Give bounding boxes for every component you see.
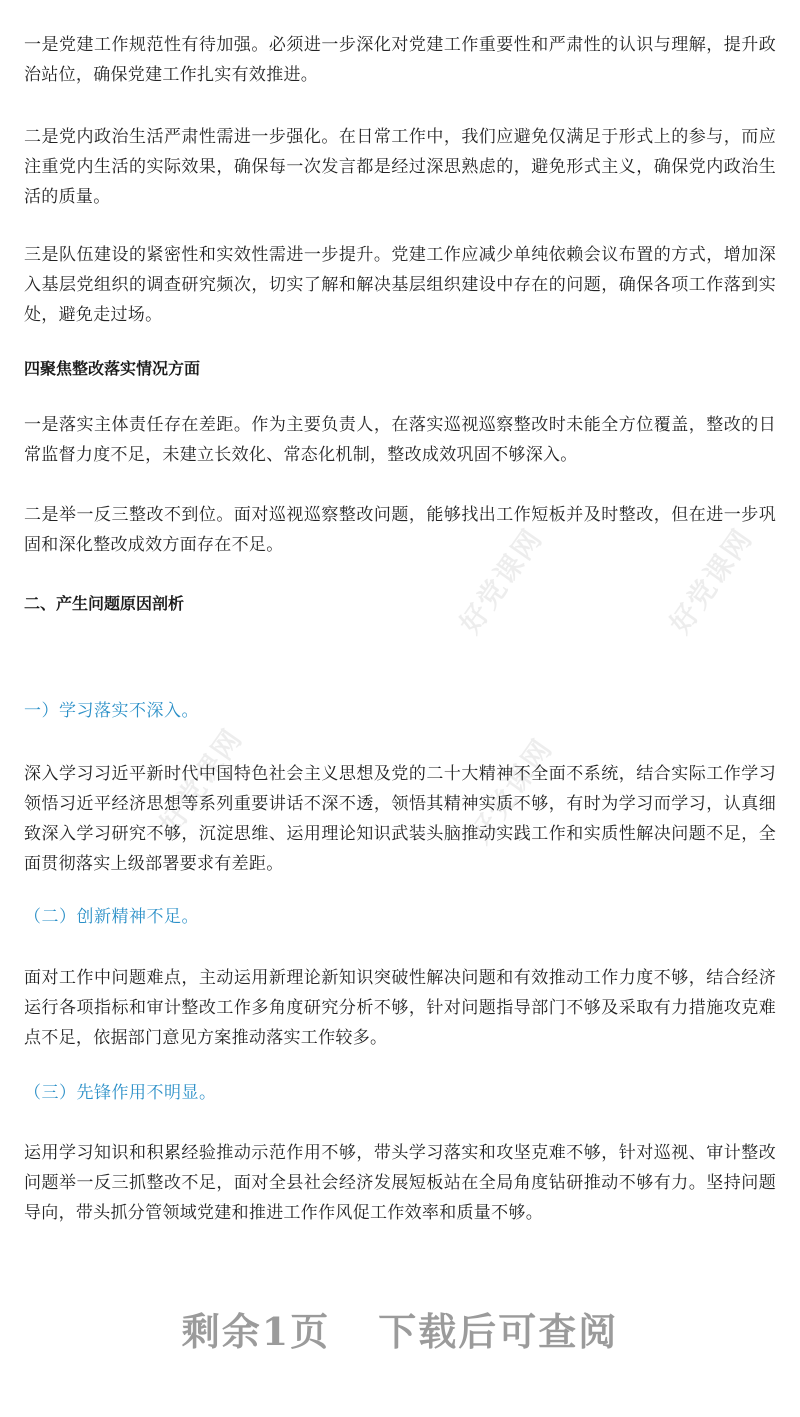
subheading-vanguard: （三）先锋作用不明显。 <box>24 1083 217 1103</box>
watermark-logo: 好党课网 <box>463 732 560 850</box>
download-prompt-banner[interactable] <box>0 1308 800 1356</box>
paragraph-team-building: 三是队伍建设的紧密性和实效性需进一步提升。党建工作应减少单纯依赖会议布置的方式，增加深入基层党组织的调查研究频次，切实了解和解决基层组织建设中存在的问题，确保各项工作落到实处，避免走过场。 <box>24 245 776 325</box>
section-heading-rectification: 四聚焦整改落实情况方面 <box>24 359 201 378</box>
paragraph-study: 深入学习习近平新时代中国特色社会主义思想及党的二十大精神不全面不系统，结合实际工作学习领悟习近平经济思想等系列重要讲话不深不透，领悟其精神实质不够，有时为学习而学习，认真细致深入学习研究不够，沉淀思维、运用理论知识武装头脑推动实践工作和实质性解决问题不足，全面贯彻落实上级部署要求有差距。 <box>24 764 776 874</box>
watermark-logo: 好党课网 <box>153 722 250 840</box>
paragraph-standardization: 一是党建工作规范性有待加强。必须进一步深化对党建工作重要性和严肃性的认识与理解，提升政治站位，确保党建工作扎实有效推进。 <box>24 35 776 85</box>
subheading-study: 一）学习落实不深入。 <box>24 701 199 721</box>
subheading-innovation: （二）创新精神不足。 <box>24 907 199 927</box>
download-to-view-label: 下载后可查阅 <box>378 1309 619 1354</box>
watermark-logo: 好党课网 <box>663 522 760 640</box>
paragraph-main-responsibility: 一是落实主体责任存在差距。作为主要负责人，在落实巡视巡察整改时未能全方位覆盖，整改的日常监督力度不足，未建立长效化、常态化机制，整改成效巩固不够深入。 <box>24 415 776 465</box>
part-heading-cause-analysis: 二、产生问题原因剖析 <box>24 594 185 613</box>
paragraph-political-life: 二是党内政治生活严肃性需进一步强化。在日常工作中，我们应避免仅满足于形式上的参与，而应注重党内生活的实际效果，确保每一次发言都是经过深思熟虑的，避免形式主义，确保党内政治生活的质量。 <box>24 127 776 207</box>
watermark-logo: 好党课网 <box>453 522 550 640</box>
remaining-pages-label: 剩余1页 <box>181 1309 331 1354</box>
paragraph-rectification-gap: 二是举一反三整改不到位。面对巡视巡察整改问题，能够找出工作短板并及时整改，但在进一步巩固和深化整改成效方面存在不足。 <box>24 505 776 555</box>
paragraph-vanguard: 运用学习知识和积累经验推动示范作用不够，带头学习落实和攻坚克难不够，针对巡视、审计整改问题举一反三抓整改不足，面对全县社会经济发展短板站在全局角度钻研推动不够有力。坚持问题导向，带头抓分管领域党建和推进工作作风促工作效率和质量不够。 <box>24 1143 776 1223</box>
paragraph-innovation: 面对工作中问题难点，主动运用新理论新知识突破性解决问题和有效推动工作力度不够，结合经济运行各项指标和审计整改工作多角度研究分析不够，针对问题指导部门不够及采取有力措施攻克难点不足，依据部门意见方案推动落实工作较多。 <box>24 968 776 1048</box>
